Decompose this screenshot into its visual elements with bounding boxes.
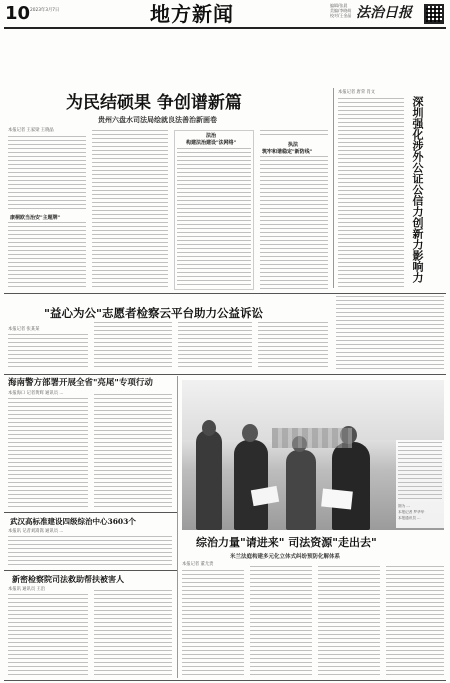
xinmi-byline: 本报讯 通讯员 王沿	[8, 587, 46, 592]
caption-lines	[398, 442, 442, 502]
police-headline: 海南警方部署开展全省"亮尾"专项行动	[8, 378, 153, 388]
bottom-byline: 本报记者 董尤贵	[182, 562, 214, 567]
lead-body-col-1	[8, 136, 86, 212]
ngo-body-col-4	[258, 322, 328, 370]
photo-figure-3	[286, 450, 316, 530]
box1-subtitle: 构建法治建设"法网络"	[186, 140, 237, 146]
page-number	[5, 3, 31, 25]
bottom-headline: 综治力量"请进来" 司法资源"走出去"	[196, 536, 377, 549]
police-byline: 本报海口 记者黄辉 通讯员 ...	[8, 391, 64, 396]
xinmi-body-col-1	[8, 594, 88, 678]
lead-headline: 为民结硕果 争创谱新篇	[66, 93, 242, 113]
ngo-body-col-5	[336, 296, 444, 370]
footer-rule	[4, 680, 446, 681]
photo-left-divider	[177, 376, 178, 678]
bottom-body-col-2	[250, 566, 312, 678]
masthead-rule	[4, 27, 446, 29]
side-headline-wrap	[410, 96, 444, 290]
police-body-col-2	[94, 394, 172, 508]
side-byline: 本报记者 唐荣 肖文	[338, 90, 376, 95]
lead-subhead: 贵州六盘水司法局绘就良法善治新画卷	[98, 115, 217, 124]
lead-body-col-2	[92, 130, 168, 290]
lead-bottom-rule	[4, 293, 446, 294]
bottom-subhead: 米兰法庭构建多元化立体式纠纷预防化解体系	[230, 554, 341, 560]
wuhan-headline: 武汉高标准建设四级综治中心3603个	[10, 517, 136, 526]
designer-line: 美编/李晓萌	[330, 8, 352, 13]
box2-subtitle: 筑牢和谐稳定"新防线"	[262, 149, 313, 155]
xinmi-rule	[4, 570, 178, 571]
police-body-col-1	[8, 398, 88, 508]
caption-line-2: 本报记者 罗华华	[398, 510, 425, 514]
photo-background-crowd	[272, 428, 352, 448]
lead-body-col-4	[260, 130, 328, 138]
lead-body-col-3	[177, 148, 251, 286]
ngo-headline: "益心为公"志愿者检察云平台助力公益诉讼	[44, 306, 263, 320]
caption-line-3: 本报通讯员 ...	[398, 516, 421, 520]
lead-byline: 本报记者 王家梁 王晓晶	[8, 128, 54, 133]
wuhan-byline: 本报讯 记者刘嵩嵩 通讯员 ...	[8, 529, 64, 534]
edition-meta	[30, 8, 59, 14]
editor-meta	[330, 3, 351, 18]
date-line: 2023年3月7日	[30, 8, 60, 13]
photo-figure-2	[234, 440, 268, 530]
ngo-body-col-3	[178, 322, 252, 370]
side-headline: 深圳强化涉外公证公信力创新力影响力	[411, 96, 424, 283]
bottom-body-col-3	[318, 566, 380, 678]
side-body-col-1	[338, 98, 404, 288]
wuhan-body	[8, 536, 172, 566]
editor-line: 编辑/张晨	[330, 3, 348, 8]
ngo-body-col-2	[94, 322, 172, 370]
mid-rule	[4, 374, 446, 375]
photo-paper-2	[321, 488, 353, 509]
xinmi-headline: 新密检察院司法救助帮扶被害人	[12, 574, 124, 584]
qr-code-icon	[424, 4, 444, 24]
side-column-divider	[333, 88, 334, 288]
photo-figure-2-head	[242, 424, 258, 442]
inset-head: 康桐欧当治安"主题牌"	[10, 215, 61, 221]
photo-caption	[396, 440, 444, 528]
lead-body-col-4b	[260, 156, 328, 290]
bottom-body-col-1	[182, 570, 244, 678]
photo-figure-1-head	[202, 420, 216, 436]
bottom-body-col-4	[386, 566, 444, 678]
xinmi-body-col-2	[94, 590, 172, 678]
wuhan-rule	[4, 512, 178, 513]
caption-line-1: 图为 ...	[398, 504, 410, 508]
box2-title: 执法	[288, 142, 299, 148]
proof-line: 校对/王金晶	[330, 13, 352, 18]
lead-body-col-1b	[8, 222, 86, 290]
photo-paper	[251, 486, 279, 506]
ngo-byline: 本报记者 张某某	[8, 327, 40, 332]
photo-figure-1	[196, 430, 222, 530]
photo-figure-4	[332, 442, 370, 530]
page-number-text: 10	[5, 3, 31, 24]
section-title: 地方新闻	[150, 2, 234, 26]
box1-title: 法治	[206, 133, 217, 139]
brand-logo: 法治日报	[356, 5, 412, 21]
ngo-body-col-1	[8, 334, 88, 370]
